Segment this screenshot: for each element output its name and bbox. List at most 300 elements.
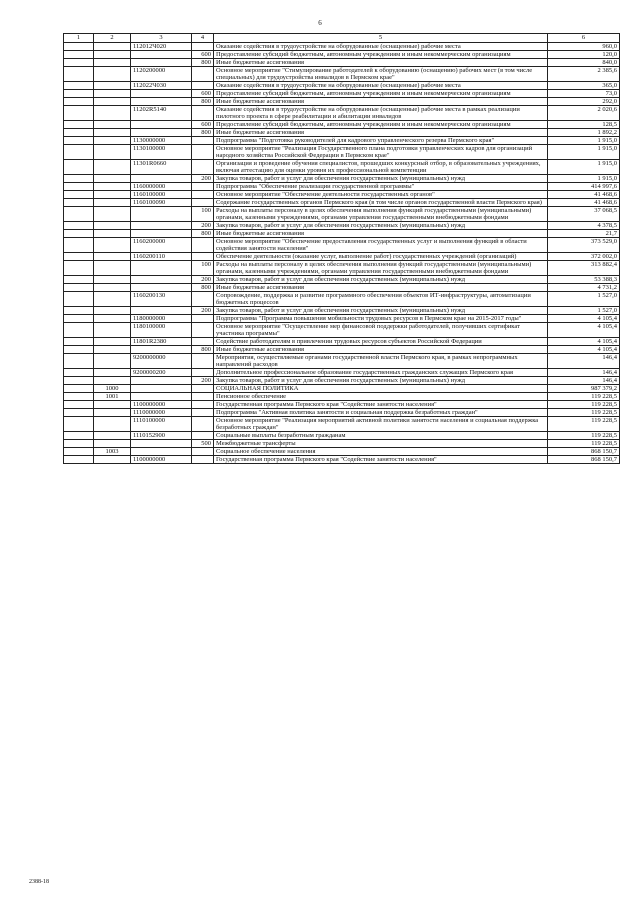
- subsection-cell: [94, 354, 131, 369]
- subsection-cell: [94, 222, 131, 230]
- section-cell: [64, 401, 94, 409]
- target-article-cell: 1100000000: [131, 456, 192, 464]
- description-cell: Закупка товаров, работ и услуг для обеспечения государственных (муниципальных) нужд: [214, 175, 548, 183]
- section-cell: [64, 448, 94, 456]
- amount-cell: 146,4: [548, 369, 620, 377]
- target-article-cell: [131, 276, 192, 284]
- table-row: [64, 401, 620, 409]
- header-cell: 4: [192, 34, 214, 43]
- amount-cell: 119 228,5: [548, 417, 620, 432]
- subsection-cell: [94, 315, 131, 323]
- target-article-cell: [131, 284, 192, 292]
- section-cell: [64, 417, 94, 432]
- table-row: [64, 323, 620, 338]
- table-row: [64, 207, 620, 222]
- amount-cell: 1 915,0: [548, 137, 620, 145]
- target-article-cell: [131, 230, 192, 238]
- section-cell: [64, 183, 94, 191]
- table-row: [64, 145, 620, 160]
- expense-type-cell: 800: [192, 98, 214, 106]
- target-article-cell: [131, 90, 192, 98]
- section-cell: [64, 409, 94, 417]
- section-cell: [64, 145, 94, 160]
- amount-cell: 119 228,5: [548, 409, 620, 417]
- description-cell: Закупка товаров, работ и услуг для обеспечения государственных (муниципальных) нужд: [214, 276, 548, 284]
- expense-type-cell: [192, 183, 214, 191]
- subsection-cell: 1003: [94, 448, 131, 456]
- table-row: [64, 43, 620, 51]
- target-article-cell: [131, 207, 192, 222]
- amount-cell: 128,5: [548, 121, 620, 129]
- expense-type-cell: 200: [192, 222, 214, 230]
- budget-table: [63, 33, 620, 464]
- expense-type-cell: [192, 160, 214, 175]
- amount-cell: 840,0: [548, 59, 620, 67]
- description-cell: Оказание содействия в трудоустройстве на оборудованные (оснащенные) рабочие места в рамках реализации пилотного проекта в сфере реабилитации и абилитации инвалидов: [214, 106, 548, 121]
- table-row: [64, 106, 620, 121]
- description-cell: Иные бюджетные ассигнования: [214, 230, 548, 238]
- table-row: [64, 238, 620, 253]
- table-row: [64, 440, 620, 448]
- target-article-cell: 1120200000: [131, 67, 192, 82]
- expense-type-cell: [192, 238, 214, 253]
- amount-cell: 1 915,0: [548, 145, 620, 160]
- description-cell: Основное мероприятие "Обеспечение деятельности государственных органов": [214, 191, 548, 199]
- amount-cell: 365,0: [548, 82, 620, 90]
- expense-type-cell: [192, 253, 214, 261]
- amount-cell: 414 997,6: [548, 183, 620, 191]
- subsection-cell: [94, 456, 131, 464]
- amount-cell: 4 105,4: [548, 346, 620, 354]
- table-header-row: [64, 34, 620, 43]
- target-article-cell: 1130100000: [131, 145, 192, 160]
- description-cell: Подпрограмма "Программа повышения мобильности трудовых ресурсов в Пермском крае на 2015-2017 годы": [214, 315, 548, 323]
- table-row: [64, 121, 620, 129]
- table-row: [64, 82, 620, 90]
- target-article-cell: [131, 393, 192, 401]
- table-row: [64, 137, 620, 145]
- table-row: [64, 51, 620, 59]
- section-cell: [64, 385, 94, 393]
- expense-type-cell: 600: [192, 90, 214, 98]
- subsection-cell: [94, 284, 131, 292]
- subsection-cell: [94, 67, 131, 82]
- table-row: [64, 409, 620, 417]
- subsection-cell: [94, 440, 131, 448]
- section-cell: [64, 284, 94, 292]
- subsection-cell: [94, 323, 131, 338]
- table-row: [64, 307, 620, 315]
- table-row: [64, 276, 620, 284]
- section-cell: [64, 261, 94, 276]
- description-cell: Содержание государственных органов Пермского края (в том числе органов государственной власти Пермского края): [214, 199, 548, 207]
- subsection-cell: [94, 338, 131, 346]
- expense-type-cell: [192, 137, 214, 145]
- expense-type-cell: 800: [192, 346, 214, 354]
- description-cell: Закупка товаров, работ и услуг для обеспечения государственных (муниципальных) нужд: [214, 222, 548, 230]
- amount-cell: 119 228,5: [548, 432, 620, 440]
- table-row: [64, 315, 620, 323]
- section-cell: [64, 106, 94, 121]
- amount-cell: 146,4: [548, 377, 620, 385]
- description-cell: Содействие работодателям в привлечении трудовых ресурсов субъектов Российской Федерации: [214, 338, 548, 346]
- subsection-cell: [94, 191, 131, 199]
- subsection-cell: [94, 401, 131, 409]
- table-body: [64, 43, 620, 464]
- amount-cell: 146,4: [548, 354, 620, 369]
- section-cell: [64, 82, 94, 90]
- subsection-cell: [94, 307, 131, 315]
- amount-cell: 119 228,5: [548, 440, 620, 448]
- expense-type-cell: [192, 67, 214, 82]
- expense-type-cell: 100: [192, 261, 214, 276]
- description-cell: Предоставление субсидий бюджетным, автономным учреждениям и иным некоммерческим организациям: [214, 90, 548, 98]
- amount-cell: 21,7: [548, 230, 620, 238]
- table-row: [64, 292, 620, 307]
- target-article-cell: 1130000000: [131, 137, 192, 145]
- description-cell: Основное мероприятие "Осуществление мер финансовой поддержки работодателей, получивших сертификат участника программы": [214, 323, 548, 338]
- target-article-cell: 1160100000: [131, 191, 192, 199]
- expense-type-cell: 200: [192, 276, 214, 284]
- target-article-cell: 112012Ч020: [131, 43, 192, 51]
- description-cell: Закупка товаров, работ и услуг для обеспечения государственных (муниципальных) нужд: [214, 307, 548, 315]
- section-cell: [64, 369, 94, 377]
- subsection-cell: [94, 432, 131, 440]
- subsection-cell: [94, 183, 131, 191]
- table-row: [64, 261, 620, 276]
- subsection-cell: [94, 276, 131, 284]
- section-cell: [64, 238, 94, 253]
- target-article-cell: [131, 51, 192, 59]
- description-cell: Межбюджетные трансферты: [214, 440, 548, 448]
- table-row: [64, 222, 620, 230]
- description-cell: Предоставление субсидий бюджетным, автономным учреждениям и иным некоммерческим организациям: [214, 121, 548, 129]
- amount-cell: 41 468,6: [548, 191, 620, 199]
- section-cell: [64, 199, 94, 207]
- expense-type-cell: [192, 354, 214, 369]
- amount-cell: 120,0: [548, 51, 620, 59]
- description-cell: Иные бюджетные ассигнования: [214, 129, 548, 137]
- expense-type-cell: 100: [192, 207, 214, 222]
- amount-cell: 4 378,5: [548, 222, 620, 230]
- section-cell: [64, 43, 94, 51]
- expense-type-cell: 600: [192, 121, 214, 129]
- table-row: [64, 160, 620, 175]
- subsection-cell: [94, 207, 131, 222]
- target-article-cell: 1110152900: [131, 432, 192, 440]
- footer-code: 2388-18: [29, 879, 49, 885]
- subsection-cell: [94, 409, 131, 417]
- target-article-cell: [131, 377, 192, 385]
- expense-type-cell: [192, 448, 214, 456]
- target-article-cell: 1100000000: [131, 401, 192, 409]
- description-cell: Основное мероприятие "Стимулирование работодателей к оборудованию (оснащению) рабочих мест (в том числе специальных) для трудоустройства инвалидов в Пермском крае": [214, 67, 548, 82]
- target-article-cell: 9200000000: [131, 354, 192, 369]
- target-article-cell: [131, 222, 192, 230]
- section-cell: [64, 98, 94, 106]
- section-cell: [64, 276, 94, 284]
- target-article-cell: [131, 121, 192, 129]
- table-row: [64, 183, 620, 191]
- description-cell: Социальное обеспечение населения: [214, 448, 548, 456]
- table-row: [64, 448, 620, 456]
- header-cell: 1: [64, 34, 94, 43]
- description-cell: Подпрограмма "Обеспечение реализации государственной программы": [214, 183, 548, 191]
- subsection-cell: [94, 230, 131, 238]
- target-article-cell: [131, 385, 192, 393]
- target-article-cell: 1110000000: [131, 409, 192, 417]
- table-row: [64, 284, 620, 292]
- description-cell: Государственная программа Пермского края "Содействие занятости населения": [214, 401, 548, 409]
- description-cell: Закупка товаров, работ и услуг для обеспечения государственных (муниципальных) нужд: [214, 377, 548, 385]
- section-cell: [64, 59, 94, 67]
- description-cell: Пенсионное обеспечение: [214, 393, 548, 401]
- amount-cell: 1 915,0: [548, 175, 620, 183]
- expense-type-cell: [192, 393, 214, 401]
- target-article-cell: 1160200110: [131, 253, 192, 261]
- subsection-cell: [94, 377, 131, 385]
- section-cell: [64, 253, 94, 261]
- target-article-cell: 11202R5140: [131, 106, 192, 121]
- description-cell: Дополнительное профессиональное образование государственных гражданских служащих Пермского края: [214, 369, 548, 377]
- expense-type-cell: 600: [192, 51, 214, 59]
- subsection-cell: [94, 238, 131, 253]
- target-article-cell: 1160200130: [131, 292, 192, 307]
- description-cell: Иные бюджетные ассигнования: [214, 346, 548, 354]
- amount-cell: 53 388,3: [548, 276, 620, 284]
- section-cell: [64, 90, 94, 98]
- table-row: [64, 90, 620, 98]
- table-row: [64, 253, 620, 261]
- expense-type-cell: 800: [192, 59, 214, 67]
- expense-type-cell: [192, 323, 214, 338]
- amount-cell: 41 468,6: [548, 199, 620, 207]
- description-cell: Расходы на выплаты персоналу в целях обеспечения выполнения функций государственными (муниципальными) органами, казенными учреждениями, органами управления государственными внебюджетными фондами: [214, 261, 548, 276]
- target-article-cell: [131, 346, 192, 354]
- description-cell: Обеспечение деятельности (оказание услуг, выполнение работ) государственных учреждений (организаций): [214, 253, 548, 261]
- target-article-cell: [131, 261, 192, 276]
- description-cell: Предоставление субсидий бюджетным, автономным учреждениям и иным некоммерческим организациям: [214, 51, 548, 59]
- target-article-cell: [131, 98, 192, 106]
- section-cell: [64, 432, 94, 440]
- table-row: [64, 199, 620, 207]
- subsection-cell: [94, 175, 131, 183]
- section-cell: [64, 222, 94, 230]
- target-article-cell: [131, 440, 192, 448]
- subsection-cell: [94, 292, 131, 307]
- table-row: [64, 377, 620, 385]
- target-article-cell: 11301R0660: [131, 160, 192, 175]
- description-cell: Мероприятия, осуществляемые органами государственной власти Пермского края, в рамках непрограммных направлений расходов: [214, 354, 548, 369]
- amount-cell: 868 150,7: [548, 448, 620, 456]
- table-row: [64, 59, 620, 67]
- subsection-cell: [94, 106, 131, 121]
- amount-cell: 37 068,5: [548, 207, 620, 222]
- expense-type-cell: 500: [192, 440, 214, 448]
- description-cell: Основное мероприятие "Реализация Государственного плана подготовки управленческих кадров для организаций народного хозяйства Российской Федерации в Пермском крае": [214, 145, 548, 160]
- section-cell: [64, 338, 94, 346]
- amount-cell: 868 150,7: [548, 456, 620, 464]
- expense-type-cell: [192, 417, 214, 432]
- subsection-cell: [94, 121, 131, 129]
- expense-type-cell: [192, 409, 214, 417]
- amount-cell: 1 527,0: [548, 292, 620, 307]
- expense-type-cell: [192, 456, 214, 464]
- subsection-cell: [94, 137, 131, 145]
- table-row: [64, 369, 620, 377]
- target-article-cell: 1180100000: [131, 323, 192, 338]
- description-cell: Подпрограмма "Активная политика занятости и социальная поддержка безработных граждан": [214, 409, 548, 417]
- expense-type-cell: 200: [192, 175, 214, 183]
- amount-cell: 4 105,4: [548, 338, 620, 346]
- expense-type-cell: [192, 43, 214, 51]
- section-cell: [64, 160, 94, 175]
- amount-cell: 1 915,0: [548, 160, 620, 175]
- subsection-cell: [94, 129, 131, 137]
- description-cell: Сопровождение, поддержка и развитие программного обеспечения объектов ИТ-инфраструктуры, автоматизации бюджетных процессов: [214, 292, 548, 307]
- section-cell: [64, 346, 94, 354]
- expense-type-cell: [192, 315, 214, 323]
- amount-cell: 2 385,6: [548, 67, 620, 82]
- amount-cell: 2 020,6: [548, 106, 620, 121]
- section-cell: [64, 129, 94, 137]
- subsection-cell: [94, 51, 131, 59]
- description-cell: Государственная программа Пермского края "Содействие занятости населения": [214, 456, 548, 464]
- target-article-cell: 11801R2380: [131, 338, 192, 346]
- table-row: [64, 98, 620, 106]
- description-cell: Оказание содействия в трудоустройстве на оборудованные (оснащенные) рабочие места: [214, 43, 548, 51]
- subsection-cell: [94, 369, 131, 377]
- amount-cell: 292,0: [548, 98, 620, 106]
- table-row: [64, 354, 620, 369]
- table-row: [64, 385, 620, 393]
- amount-cell: 372 002,0: [548, 253, 620, 261]
- description-cell: Подпрограмма "Подготовка руководителей для кадрового управленческого резерва Пермского края": [214, 137, 548, 145]
- table-row: [64, 346, 620, 354]
- subsection-cell: [94, 160, 131, 175]
- amount-cell: 119 228,5: [548, 401, 620, 409]
- section-cell: [64, 315, 94, 323]
- expense-type-cell: [192, 338, 214, 346]
- table-row: [64, 393, 620, 401]
- table-row: [64, 417, 620, 432]
- description-cell: Социальные выплаты безработным гражданам: [214, 432, 548, 440]
- target-article-cell: 1160200000: [131, 238, 192, 253]
- expense-type-cell: [192, 199, 214, 207]
- header-cell: 3: [131, 34, 192, 43]
- expense-type-cell: [192, 432, 214, 440]
- expense-type-cell: [192, 106, 214, 121]
- target-article-cell: 112022Ч030: [131, 82, 192, 90]
- target-article-cell: [131, 307, 192, 315]
- page-number: 6: [318, 19, 322, 27]
- section-cell: [64, 456, 94, 464]
- table-row: [64, 175, 620, 183]
- header-cell: 5: [214, 34, 548, 43]
- description-cell: Основное мероприятие "Реализация мероприятий активной политики занятости населения и социальная поддержка безработных граждан": [214, 417, 548, 432]
- amount-cell: 1 527,0: [548, 307, 620, 315]
- amount-cell: 313 882,4: [548, 261, 620, 276]
- table-row: [64, 129, 620, 137]
- target-article-cell: [131, 448, 192, 456]
- subsection-cell: 1001: [94, 393, 131, 401]
- subsection-cell: [94, 43, 131, 51]
- table-row: [64, 432, 620, 440]
- target-article-cell: 9200000200: [131, 369, 192, 377]
- expense-type-cell: [192, 401, 214, 409]
- amount-cell: 960,0: [548, 43, 620, 51]
- table-row: [64, 191, 620, 199]
- expense-type-cell: [192, 191, 214, 199]
- table-row: [64, 67, 620, 82]
- expense-type-cell: [192, 145, 214, 160]
- subsection-cell: [94, 417, 131, 432]
- amount-cell: 119 228,5: [548, 393, 620, 401]
- expense-type-cell: 200: [192, 307, 214, 315]
- amount-cell: 987 379,2: [548, 385, 620, 393]
- expense-type-cell: [192, 292, 214, 307]
- amount-cell: 4 731,2: [548, 284, 620, 292]
- expense-type-cell: [192, 385, 214, 393]
- table-row: [64, 338, 620, 346]
- expense-type-cell: [192, 82, 214, 90]
- section-cell: [64, 307, 94, 315]
- expense-type-cell: 800: [192, 129, 214, 137]
- subsection-cell: [94, 98, 131, 106]
- subsection-cell: [94, 199, 131, 207]
- target-article-cell: [131, 59, 192, 67]
- subsection-cell: 1000: [94, 385, 131, 393]
- target-article-cell: [131, 175, 192, 183]
- expense-type-cell: [192, 369, 214, 377]
- section-cell: [64, 440, 94, 448]
- target-article-cell: 1160100090: [131, 199, 192, 207]
- section-cell: [64, 393, 94, 401]
- expense-type-cell: 800: [192, 230, 214, 238]
- expense-type-cell: 200: [192, 377, 214, 385]
- section-cell: [64, 67, 94, 82]
- amount-cell: 1 892,2: [548, 129, 620, 137]
- description-cell: Оказание содействия в трудоустройстве на оборудованные (оснащенные) рабочие места: [214, 82, 548, 90]
- table-row: [64, 456, 620, 464]
- subsection-cell: [94, 261, 131, 276]
- description-cell: Иные бюджетные ассигнования: [214, 98, 548, 106]
- subsection-cell: [94, 59, 131, 67]
- section-cell: [64, 230, 94, 238]
- section-cell: [64, 292, 94, 307]
- table-row: [64, 230, 620, 238]
- subsection-cell: [94, 82, 131, 90]
- section-cell: [64, 175, 94, 183]
- header-cell: 2: [94, 34, 131, 43]
- target-article-cell: 1180000000: [131, 315, 192, 323]
- description-cell: Иные бюджетные ассигнования: [214, 59, 548, 67]
- target-article-cell: 1110100000: [131, 417, 192, 432]
- subsection-cell: [94, 253, 131, 261]
- target-article-cell: [131, 129, 192, 137]
- description-cell: Иные бюджетные ассигнования: [214, 284, 548, 292]
- subsection-cell: [94, 346, 131, 354]
- header-cell: 6: [548, 34, 620, 43]
- expense-type-cell: 800: [192, 284, 214, 292]
- amount-cell: 4 105,4: [548, 315, 620, 323]
- description-cell: Организация и проведение обучения специалистов, прошедших конкурсный отбор, в образовательных учреждениях, включая аттестацию для оценки уровня их профессиональной компетенции: [214, 160, 548, 175]
- description-cell: Основное мероприятие "Обеспечение предоставления государственных услуг и выполнения функций в области содействия занятости населения": [214, 238, 548, 253]
- section-cell: [64, 121, 94, 129]
- section-cell: [64, 191, 94, 199]
- subsection-cell: [94, 145, 131, 160]
- target-article-cell: 1160000000: [131, 183, 192, 191]
